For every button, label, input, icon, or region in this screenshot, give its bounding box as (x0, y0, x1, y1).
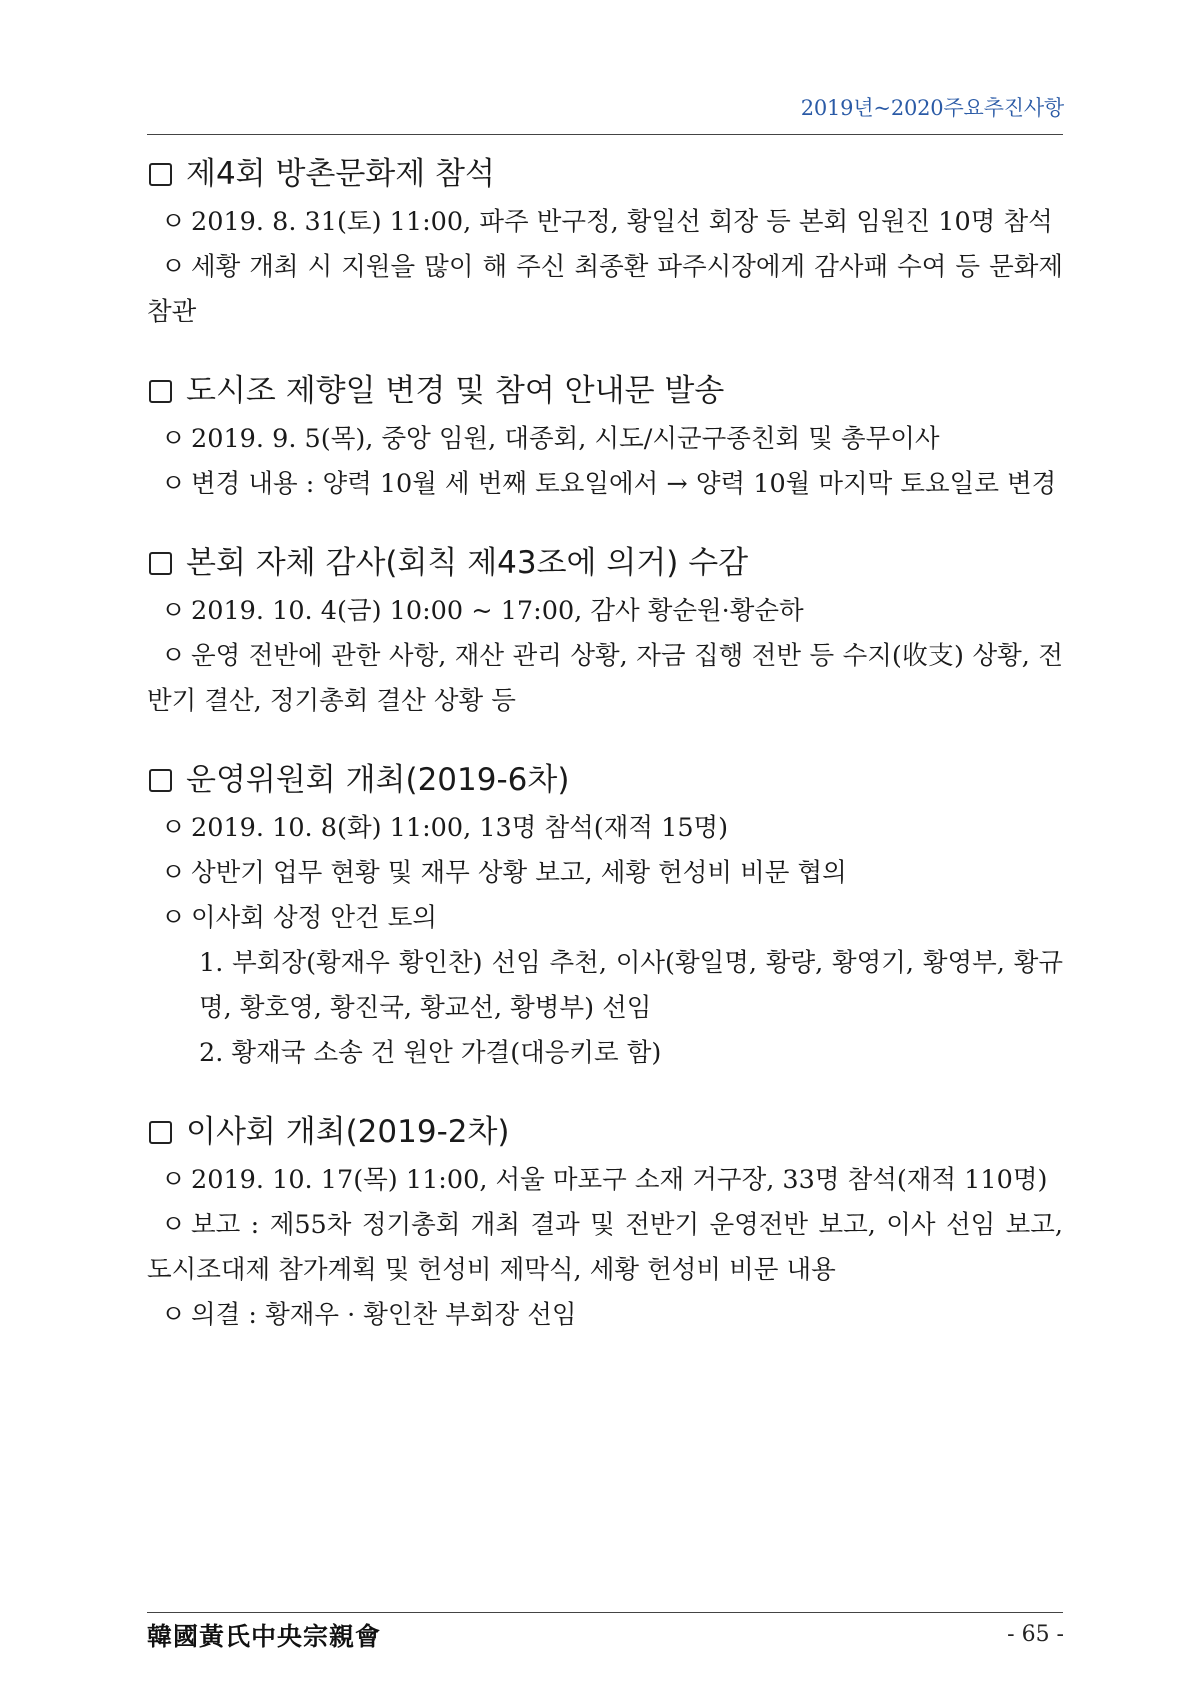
footer-divider (147, 1612, 1063, 1613)
section-board-meeting (147, 1110, 1063, 1338)
list-item-text: 상반기 업무 현황 및 재무 상황 보고, 세황 헌성비 비문 협의 (191, 858, 847, 888)
list-item (147, 806, 1063, 851)
list-item-text: 세황 개최 시 지원을 많이 해 주신 최종환 파주시장에게 감사패 수여 등 문화제 참관 (147, 252, 1063, 327)
page-number: - 65 - (1007, 1622, 1064, 1647)
checkbox-icon (149, 163, 172, 186)
list-item (147, 245, 1063, 335)
list-item (147, 634, 1063, 724)
list-item (147, 1158, 1063, 1203)
document-body (147, 152, 1063, 1372)
list-item-text: 보고 : 제55차 정기총회 개최 결과 및 전반기 운영전반 보고, 이사 선임 보고, 도시조대제 참가계획 및 헌성비 제막식, 세황 헌성비 비문 내용 (147, 1210, 1063, 1285)
section-title-text: 이사회 개최(2019-2차) (186, 1114, 510, 1150)
section-title (147, 369, 1063, 413)
section-title (147, 758, 1063, 802)
bullet-icon: ㅇ (161, 252, 186, 282)
list-item (147, 417, 1063, 462)
footer-organization-name: 韓國黃氏中央宗親會 (147, 1622, 382, 1651)
list-item (147, 896, 1063, 941)
list-item (147, 589, 1063, 634)
list-item-text: 2019. 10. 17(목) 11:00, 서울 마포구 소재 거구장, 33명 참석(재적 110명) (191, 1165, 1048, 1195)
bullet-icon: ㅇ (161, 596, 186, 626)
bullet-icon: ㅇ (161, 813, 186, 843)
checkbox-icon (149, 552, 172, 575)
list-item-text: 2019. 10. 4(금) 10:00 ~ 17:00, 감사 황순원·황순하 (191, 596, 804, 626)
section-title (147, 541, 1063, 585)
section-internal-audit (147, 541, 1063, 724)
section-title (147, 1110, 1063, 1154)
list-item-text: 2019. 9. 5(목), 중앙 임원, 대종회, 시도/시군구종친회 및 총무이사 (191, 424, 940, 454)
section-steering-committee (147, 758, 1063, 1076)
bullet-icon: ㅇ (161, 1210, 186, 1240)
list-item (147, 851, 1063, 896)
section-title (147, 152, 1063, 196)
section-ancestral-rite-notice (147, 369, 1063, 507)
list-item (147, 1203, 1063, 1293)
numbered-subitem: 2. 황재국 소송 건 원안 가결(대응키로 함) (199, 1038, 662, 1068)
list-item-text: 의결 : 황재우 · 황인찬 부회장 선임 (191, 1300, 577, 1330)
bullet-icon: ㅇ (161, 903, 186, 933)
bullet-icon: ㅇ (161, 469, 186, 499)
checkbox-icon (149, 1121, 172, 1144)
section-title-text: 도시조 제향일 변경 및 참여 안내문 발송 (186, 373, 725, 409)
section-title-text: 본회 자체 감사(회칙 제43조에 의거) 수감 (186, 545, 749, 581)
list-item-text: 2019. 8. 31(토) 11:00, 파주 반구정, 황일선 회장 등 본회 임원진 10명 참석 (191, 207, 1053, 237)
checkbox-icon (149, 380, 172, 403)
section-title-text: 운영위원회 개최(2019-6차) (186, 762, 570, 798)
bullet-icon: ㅇ (161, 1300, 186, 1330)
list-item-text: 2019. 10. 8(화) 11:00, 13명 참석(재적 15명) (191, 813, 729, 843)
section-bangchon-festival (147, 152, 1063, 335)
page-header-title: 2019년~2020주요추진사항 (800, 96, 1064, 120)
header-divider (147, 134, 1063, 135)
bullet-icon: ㅇ (161, 858, 186, 888)
bullet-icon: ㅇ (161, 207, 186, 237)
list-item (147, 200, 1063, 245)
list-item-text: 변경 내용 : 양력 10월 세 번째 토요일에서 → 양력 10월 마지막 토요일로 변경 (191, 469, 1057, 499)
list-item-text: 운영 전반에 관한 사항, 재산 관리 상황, 자금 집행 전반 등 수지(收支) 상황, 전반기 결산, 정기총회 결산 상황 등 (147, 641, 1063, 716)
list-item-text: 이사회 상정 안건 토의 (191, 903, 438, 933)
numbered-subitem: 1. 부회장(황재우 황인찬) 선임 추천, 이사(황일명, 황량, 황영기, 황영부, 황규명, 황호영, 황진국, 황교선, 황병부) 선임 (199, 948, 1063, 1023)
list-item (147, 462, 1063, 507)
section-title-text: 제4회 방촌문화제 참석 (186, 156, 495, 192)
list-item (147, 1293, 1063, 1338)
bullet-icon: ㅇ (161, 641, 186, 671)
bullet-icon: ㅇ (161, 424, 186, 454)
checkbox-icon (149, 769, 172, 792)
bullet-icon: ㅇ (161, 1165, 186, 1195)
